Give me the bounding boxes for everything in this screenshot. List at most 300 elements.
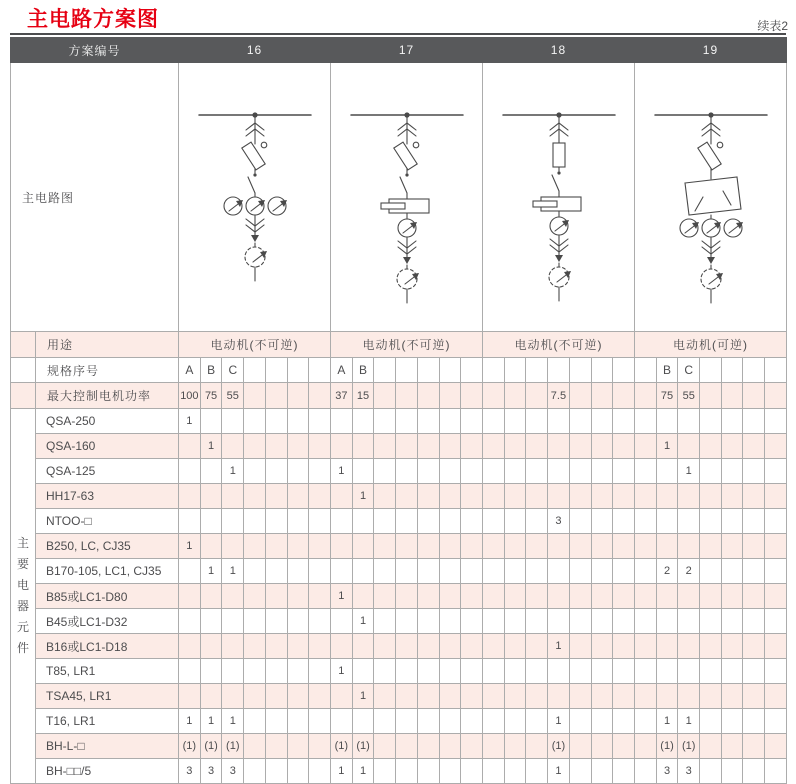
component-cell-s18-c6 (591, 459, 613, 484)
component-cell-s16-c7 (309, 409, 331, 434)
component-cell-s17-c1 (331, 409, 353, 434)
component-cell-s16-c4 (244, 734, 266, 759)
component-cell-s18-c2 (504, 584, 526, 609)
component-cell-s16-c4 (244, 759, 266, 784)
spec-cell-s19-c6 (743, 358, 765, 383)
component-cell-s18-c7 (613, 409, 635, 434)
component-cell-s16-c5 (265, 659, 287, 684)
component-cell-s16-c7 (309, 634, 331, 659)
component-cell-s16-c6 (287, 459, 309, 484)
component-cell-s17-c4 (396, 509, 418, 534)
component-cell-s19-c1 (634, 434, 656, 459)
component-cell-s16-c2 (200, 534, 222, 559)
component-cell-s17-c4 (396, 709, 418, 734)
component-cell-s17-c5 (417, 584, 439, 609)
component-cell-s16-c2 (200, 609, 222, 634)
component-cell-s18-c2 (504, 759, 526, 784)
component-cell-s17-c4 (396, 484, 418, 509)
spec-cell-s18-c2 (504, 358, 526, 383)
component-cell-s18-c6 (591, 484, 613, 509)
component-cell-s18-c4 (548, 459, 570, 484)
spec-cell-s16-c4 (244, 358, 266, 383)
power-cell-s16-c7 (309, 383, 331, 409)
component-cell-s19-c6 (743, 584, 765, 609)
component-cell-s19-c3 (678, 509, 700, 534)
component-row (11, 709, 787, 734)
component-cell-s16-c4 (244, 509, 266, 534)
component-cell-s17-c6 (439, 484, 461, 509)
component-cell-s19-c4 (700, 759, 722, 784)
component-cell-s17-c5 (417, 684, 439, 709)
component-cell-s16-c4 (244, 684, 266, 709)
power-cell-s17-c3 (374, 383, 396, 409)
component-row (11, 759, 787, 784)
component-cell-s19-c1 (634, 734, 656, 759)
component-cell-s17-c7 (461, 459, 483, 484)
component-cell-s17-c2: 1 (352, 609, 374, 634)
power-cell-s17-c4 (396, 383, 418, 409)
component-cell-s18-c7 (613, 709, 635, 734)
component-cell-s16-c1 (179, 634, 201, 659)
component-row (11, 734, 787, 759)
component-cell-s19-c5 (721, 434, 743, 459)
component-cell-s17-c7 (461, 509, 483, 534)
component-cell-s18-c4 (548, 659, 570, 684)
spacer-cell (11, 358, 36, 383)
component-cell-s18-c5 (569, 759, 591, 784)
component-cell-s17-c1 (331, 634, 353, 659)
component-cell-s19-c5 (721, 584, 743, 609)
component-cell-s18-c1 (482, 659, 504, 684)
power-cell-s17-c6 (439, 383, 461, 409)
component-cell-s19-c2: 2 (656, 559, 678, 584)
component-cell-s18-c2 (504, 559, 526, 584)
spec-cell-s17-c2: B (352, 358, 374, 383)
component-cell-s19-c1 (634, 634, 656, 659)
component-cell-s16-c3 (222, 409, 244, 434)
component-cell-s18-c5 (569, 709, 591, 734)
component-cell-s18-c3 (526, 734, 548, 759)
component-cell-s19-c2 (656, 534, 678, 559)
component-cell-s18-c1 (482, 459, 504, 484)
component-cell-s18-c6 (591, 634, 613, 659)
component-cell-s16-c5 (265, 609, 287, 634)
component-cell-s18-c7 (613, 559, 635, 584)
component-cell-s17-c4 (396, 534, 418, 559)
component-cell-s17-c3 (374, 684, 396, 709)
component-cell-s19-c4 (700, 534, 722, 559)
spec-cell-s16-c7 (309, 358, 331, 383)
component-cell-s16-c7 (309, 709, 331, 734)
component-cell-s17-c1 (331, 509, 353, 534)
component-cell-s16-c5 (265, 509, 287, 534)
component-cell-s17-c2 (352, 534, 374, 559)
component-cell-s18-c5 (569, 684, 591, 709)
component-row (11, 559, 787, 584)
component-cell-s19-c6 (743, 509, 765, 534)
component-cell-s18-c3 (526, 709, 548, 734)
component-cell-s19-c4 (700, 559, 722, 584)
component-label: QSA-125 (36, 459, 179, 484)
component-cell-s17-c4 (396, 759, 418, 784)
component-cell-s18-c7 (613, 659, 635, 684)
component-cell-s19-c7 (765, 459, 787, 484)
component-cell-s18-c3 (526, 509, 548, 534)
component-cell-s17-c2 (352, 659, 374, 684)
spec-cell-s16-c3: C (222, 358, 244, 383)
power-row-label: 最大控制电机功率 (36, 383, 179, 409)
power-cell-s18-c6 (591, 383, 613, 409)
component-cell-s18-c2 (504, 634, 526, 659)
spec-cell-s17-c4 (396, 358, 418, 383)
component-cell-s19-c2: 3 (656, 759, 678, 784)
table-top-rule (10, 33, 786, 35)
component-cell-s16-c5 (265, 584, 287, 609)
header-scheme-17: 17 (331, 38, 483, 63)
component-cell-s19-c6 (743, 709, 765, 734)
component-cell-s19-c6 (743, 659, 765, 684)
usage-row-label: 用途 (36, 332, 179, 358)
component-cell-s19-c2 (656, 459, 678, 484)
usage-scheme-19: 电动机(可逆) (634, 332, 786, 358)
component-cell-s18-c5 (569, 609, 591, 634)
component-cell-s18-c3 (526, 559, 548, 584)
spec-cell-s16-c2: B (200, 358, 222, 383)
component-cell-s19-c1 (634, 484, 656, 509)
component-label: BH-L-□ (36, 734, 179, 759)
component-cell-s16-c3 (222, 509, 244, 534)
component-cell-s19-c6 (743, 559, 765, 584)
component-cell-s19-c6 (743, 434, 765, 459)
component-cell-s16-c2: 1 (200, 559, 222, 584)
component-cell-s18-c6 (591, 759, 613, 784)
component-label: QSA-250 (36, 409, 179, 434)
component-cell-s18-c3 (526, 459, 548, 484)
component-cell-s17-c5 (417, 559, 439, 584)
component-cell-s18-c5 (569, 484, 591, 509)
component-cell-s16-c5 (265, 734, 287, 759)
component-cell-s19-c3: 3 (678, 759, 700, 784)
component-cell-s16-c2 (200, 634, 222, 659)
power-cell-s16-c4 (244, 383, 266, 409)
component-label: HH17-63 (36, 484, 179, 509)
component-cell-s17-c4 (396, 684, 418, 709)
component-cell-s16-c4 (244, 584, 266, 609)
component-cell-s16-c6 (287, 559, 309, 584)
component-row (11, 584, 787, 609)
component-label: B170-105, LC1, CJ35 (36, 559, 179, 584)
power-cell-s18-c2 (504, 383, 526, 409)
component-cell-s19-c2: 1 (656, 434, 678, 459)
component-cell-s18-c4: 1 (548, 709, 570, 734)
component-cell-s16-c7 (309, 584, 331, 609)
component-cell-s17-c5 (417, 734, 439, 759)
component-label: B250, LC, CJ35 (36, 534, 179, 559)
component-cell-s17-c7 (461, 759, 483, 784)
component-cell-s16-c3: 1 (222, 559, 244, 584)
component-cell-s16-c2 (200, 409, 222, 434)
component-cell-s17-c7 (461, 409, 483, 434)
component-cell-s16-c3: 1 (222, 459, 244, 484)
component-cell-s17-c6 (439, 609, 461, 634)
power-cell-s17-c5 (417, 383, 439, 409)
component-cell-s19-c2 (656, 659, 678, 684)
component-cell-s18-c5 (569, 534, 591, 559)
component-cell-s16-c5 (265, 634, 287, 659)
component-cell-s19-c6 (743, 684, 765, 709)
component-cell-s16-c7 (309, 484, 331, 509)
component-cell-s19-c3 (678, 534, 700, 559)
component-cell-s18-c6 (591, 534, 613, 559)
power-cell-s18-c1 (482, 383, 504, 409)
component-cell-s16-c1 (179, 584, 201, 609)
component-cell-s17-c1: 1 (331, 659, 353, 684)
component-cell-s17-c1 (331, 684, 353, 709)
component-cell-s19-c5 (721, 534, 743, 559)
component-cell-s18-c1 (482, 634, 504, 659)
component-cell-s18-c6 (591, 409, 613, 434)
component-cell-s17-c7 (461, 559, 483, 584)
component-cell-s19-c3 (678, 659, 700, 684)
component-label: B45或LC1-D32 (36, 609, 179, 634)
power-cell-s16-c1: 100 (179, 383, 201, 409)
component-row (11, 409, 787, 434)
component-cell-s18-c2 (504, 509, 526, 534)
component-cell-s17-c3 (374, 509, 396, 534)
spec-cell-s18-c7 (613, 358, 635, 383)
spec-row (11, 358, 787, 383)
component-cell-s18-c5 (569, 459, 591, 484)
component-cell-s16-c1: 1 (179, 534, 201, 559)
usage-scheme-17: 电动机(不可逆) (331, 332, 483, 358)
component-row (11, 459, 787, 484)
component-cell-s16-c4 (244, 459, 266, 484)
component-cell-s18-c4 (548, 559, 570, 584)
component-cell-s17-c5 (417, 659, 439, 684)
component-cell-s18-c1 (482, 759, 504, 784)
component-cell-s18-c3 (526, 534, 548, 559)
component-cell-s16-c6 (287, 434, 309, 459)
spec-cell-s18-c3 (526, 358, 548, 383)
component-cell-s19-c6 (743, 534, 765, 559)
component-cell-s19-c3: 2 (678, 559, 700, 584)
component-cell-s18-c3 (526, 409, 548, 434)
component-row (11, 659, 787, 684)
component-cell-s19-c6 (743, 734, 765, 759)
component-cell-s17-c6 (439, 534, 461, 559)
component-cell-s17-c2 (352, 559, 374, 584)
component-cell-s19-c3 (678, 609, 700, 634)
component-cell-s16-c1 (179, 659, 201, 684)
spec-cell-s18-c1 (482, 358, 504, 383)
component-cell-s19-c4 (700, 659, 722, 684)
component-cell-s18-c6 (591, 684, 613, 709)
spec-cell-s18-c6 (591, 358, 613, 383)
power-cell-s19-c5 (721, 383, 743, 409)
component-row (11, 509, 787, 534)
component-cell-s19-c6 (743, 609, 765, 634)
component-cell-s16-c3: 3 (222, 759, 244, 784)
component-cell-s17-c7 (461, 609, 483, 634)
component-cell-s17-c2 (352, 509, 374, 534)
component-cell-s19-c3: 1 (678, 709, 700, 734)
component-cell-s16-c3 (222, 434, 244, 459)
component-cell-s18-c1 (482, 409, 504, 434)
component-cell-s18-c5 (569, 509, 591, 534)
component-cell-s18-c4 (548, 409, 570, 434)
header-scheme-16: 16 (179, 38, 331, 63)
component-cell-s18-c6 (591, 509, 613, 534)
component-cell-s19-c3 (678, 684, 700, 709)
component-cell-s17-c2: 1 (352, 484, 374, 509)
component-cell-s16-c1 (179, 459, 201, 484)
spec-cell-s17-c1: A (331, 358, 353, 383)
spec-cell-s17-c7 (461, 358, 483, 383)
component-cell-s18-c7 (613, 609, 635, 634)
component-cell-s18-c7 (613, 584, 635, 609)
component-cell-s16-c6 (287, 734, 309, 759)
component-label: B16或LC1-D18 (36, 634, 179, 659)
component-cell-s19-c2 (656, 684, 678, 709)
component-cell-s17-c6 (439, 409, 461, 434)
circuit-diagram-16 (179, 63, 331, 332)
component-cell-s16-c5 (265, 709, 287, 734)
component-cell-s19-c7 (765, 584, 787, 609)
component-cell-s19-c6 (743, 759, 765, 784)
continuation-label: 续表2 (757, 19, 788, 33)
component-cell-s18-c4 (548, 609, 570, 634)
component-cell-s19-c2: 1 (656, 709, 678, 734)
component-cell-s19-c3 (678, 584, 700, 609)
component-cell-s16-c4 (244, 659, 266, 684)
power-cell-s19-c3: 55 (678, 383, 700, 409)
component-cell-s18-c5 (569, 584, 591, 609)
component-cell-s17-c1 (331, 534, 353, 559)
component-cell-s19-c7 (765, 484, 787, 509)
component-cell-s17-c3 (374, 484, 396, 509)
component-cell-s17-c2: 1 (352, 684, 374, 709)
component-cell-s19-c2 (656, 609, 678, 634)
header-scheme-19: 19 (634, 38, 786, 63)
component-cell-s17-c2: (1) (352, 734, 374, 759)
component-row (11, 434, 787, 459)
component-cell-s18-c1 (482, 684, 504, 709)
power-cell-s16-c2: 75 (200, 383, 222, 409)
component-cell-s16-c3 (222, 584, 244, 609)
component-cell-s17-c2 (352, 709, 374, 734)
spec-cell-s16-c6 (287, 358, 309, 383)
component-cell-s17-c5 (417, 709, 439, 734)
component-cell-s17-c1: 1 (331, 759, 353, 784)
component-cell-s19-c2 (656, 634, 678, 659)
power-cell-s17-c1: 37 (331, 383, 353, 409)
component-cell-s16-c7 (309, 684, 331, 709)
component-cell-s16-c6 (287, 709, 309, 734)
spacer-cell (11, 383, 36, 409)
component-cell-s19-c1 (634, 559, 656, 584)
power-cell-s17-c2: 15 (352, 383, 374, 409)
spec-cell-s18-c5 (569, 358, 591, 383)
component-cell-s17-c2 (352, 634, 374, 659)
component-cell-s17-c4 (396, 434, 418, 459)
component-cell-s16-c2: 3 (200, 759, 222, 784)
usage-scheme-16: 电动机(不可逆) (179, 332, 331, 358)
component-cell-s17-c6 (439, 584, 461, 609)
component-cell-s17-c1: 1 (331, 459, 353, 484)
component-cell-s16-c6 (287, 659, 309, 684)
component-cell-s18-c3 (526, 484, 548, 509)
component-cell-s19-c1 (634, 534, 656, 559)
spec-cell-s19-c2: B (656, 358, 678, 383)
component-cell-s19-c4 (700, 434, 722, 459)
component-cell-s16-c1 (179, 509, 201, 534)
component-cell-s17-c7 (461, 734, 483, 759)
component-label: B85或LC1-D80 (36, 584, 179, 609)
component-cell-s18-c3 (526, 759, 548, 784)
component-cell-s18-c5 (569, 659, 591, 684)
component-cell-s18-c1 (482, 734, 504, 759)
component-cell-s18-c2 (504, 609, 526, 634)
component-cell-s16-c3 (222, 484, 244, 509)
component-cell-s19-c5 (721, 659, 743, 684)
component-cell-s17-c5 (417, 509, 439, 534)
component-cell-s17-c5 (417, 534, 439, 559)
spec-cell-s19-c3: C (678, 358, 700, 383)
component-cell-s17-c1: (1) (331, 734, 353, 759)
component-cell-s17-c6 (439, 659, 461, 684)
component-cell-s19-c7 (765, 609, 787, 634)
component-cell-s19-c1 (634, 459, 656, 484)
header-scheme-18: 18 (482, 38, 634, 63)
component-cell-s16-c3 (222, 684, 244, 709)
component-cell-s19-c5 (721, 634, 743, 659)
component-cell-s18-c2 (504, 684, 526, 709)
component-cell-s18-c4 (548, 684, 570, 709)
component-cell-s19-c1 (634, 509, 656, 534)
spec-cell-s18-c4 (548, 358, 570, 383)
component-cell-s19-c5 (721, 559, 743, 584)
component-cell-s19-c7 (765, 734, 787, 759)
component-cell-s19-c5 (721, 734, 743, 759)
component-cell-s16-c4 (244, 534, 266, 559)
component-cell-s19-c6 (743, 634, 765, 659)
component-cell-s19-c2 (656, 484, 678, 509)
component-cell-s17-c7 (461, 709, 483, 734)
component-cell-s16-c7 (309, 759, 331, 784)
component-cell-s16-c4 (244, 609, 266, 634)
component-cell-s18-c1 (482, 434, 504, 459)
component-cell-s18-c4 (548, 434, 570, 459)
component-cell-s18-c5 (569, 734, 591, 759)
spec-cell-s19-c7 (765, 358, 787, 383)
component-cell-s16-c3 (222, 609, 244, 634)
component-cell-s19-c4 (700, 684, 722, 709)
component-cell-s16-c7 (309, 659, 331, 684)
component-cell-s17-c6 (439, 734, 461, 759)
component-cell-s18-c6 (591, 609, 613, 634)
component-cell-s16-c6 (287, 609, 309, 634)
component-cell-s19-c3 (678, 409, 700, 434)
component-cell-s18-c6 (591, 659, 613, 684)
component-cell-s17-c4 (396, 734, 418, 759)
component-row (11, 684, 787, 709)
component-cell-s16-c2 (200, 459, 222, 484)
component-cell-s18-c5 (569, 434, 591, 459)
component-cell-s16-c3 (222, 534, 244, 559)
component-cell-s18-c4: 1 (548, 634, 570, 659)
circuit-diagram-19 (634, 63, 786, 332)
component-cell-s17-c7 (461, 534, 483, 559)
